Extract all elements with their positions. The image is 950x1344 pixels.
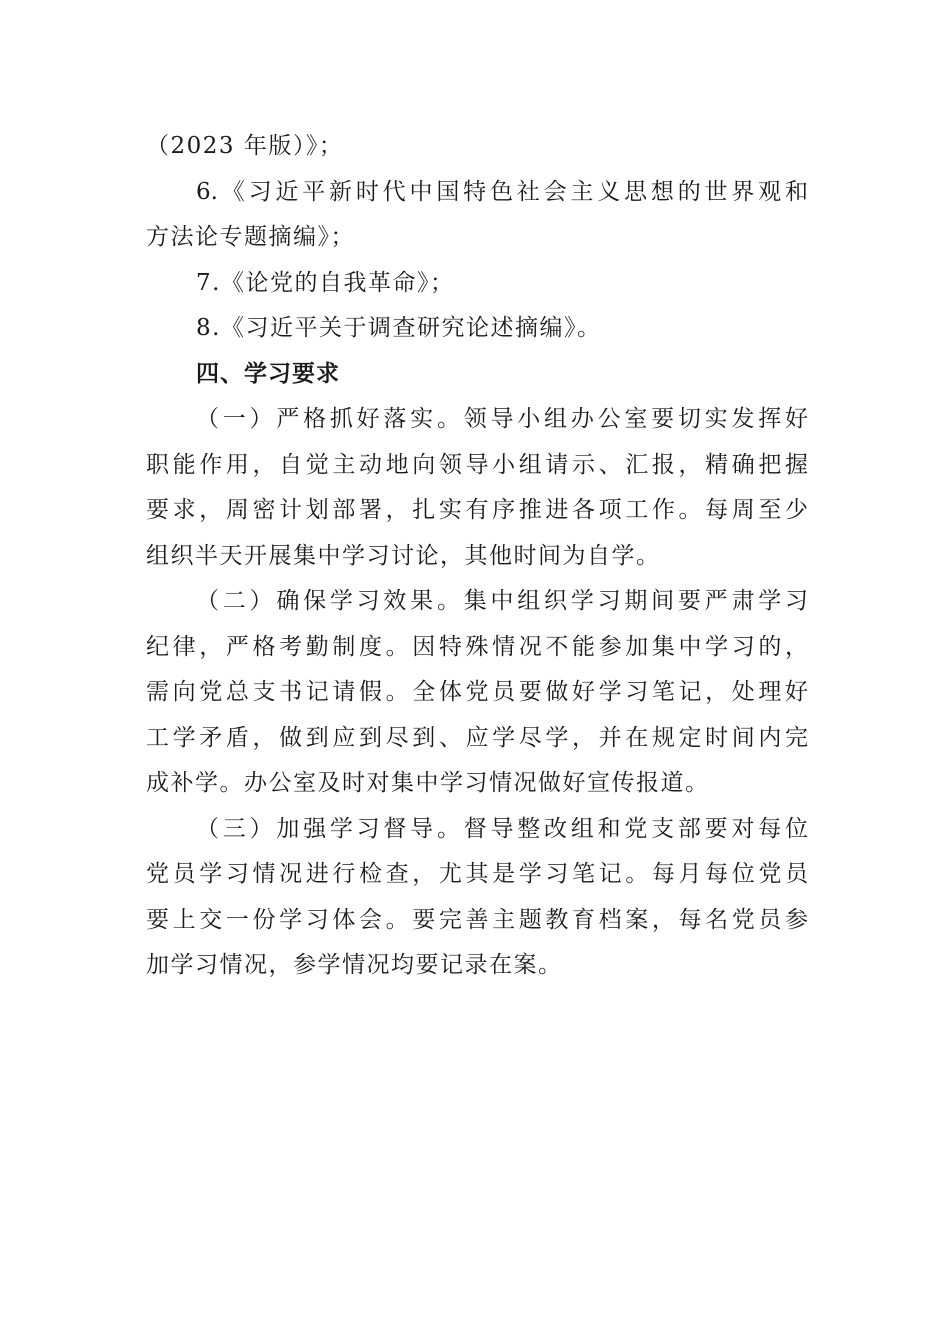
section-heading-study-requirements: 四、学习要求 [196, 360, 340, 387]
paragraph-line: 党员学习情况进行检查，尤其是学习笔记。每月每位党员 [146, 861, 808, 887]
reading-list-item-continuation: （2023 年版）》； [146, 133, 344, 159]
reading-list-item-8: 8.《习近平关于调查研究论述摘编》。 [196, 315, 602, 341]
paragraph-line: 职能作用，自觉主动地向领导小组请示、汇报，精确把握 [146, 451, 808, 478]
reading-list-item-6-continuation: 方法论专题摘编》； [146, 224, 355, 250]
paragraph-2 [146, 579, 808, 807]
paragraph-line: 加学习情况，参学情况均要记录在案。 [146, 952, 563, 978]
paragraph-line: 要求，周密计划部署，扎实有序推进各项工作。每周至少 [146, 497, 808, 523]
paragraph-line: （一）严格抓好落实。领导小组办公室要切实发挥好 [196, 406, 808, 432]
reading-list-item-6: 6.《习近平新时代中国特色社会主义思想的世界观和 [196, 178, 808, 205]
paragraph-line: 纪律，严格考勤制度。因特殊情况不能参加集中学习的， [146, 633, 808, 660]
paragraph-line: 需向党总支书记请假。全体党员要做好学习笔记，处理好 [146, 679, 808, 705]
paragraph-1 [146, 397, 808, 579]
paragraph-line: （二）确保学习效果。集中组织学习期间要严肃学习 [196, 588, 808, 614]
paragraph-line: 要上交一份学习体会。要完善主题教育档案，每名党员参 [146, 906, 808, 933]
reading-list-item-7: 7.《论党的自我革命》； [196, 269, 455, 296]
paragraph-line: 成补学。办公室及时对集中学习情况做好宣传报道。 [146, 770, 710, 796]
paragraph-line: （三）加强学习督导。督导整改组和党支部要对每位 [196, 815, 808, 842]
paragraph-line: 组织半天开展集中学习讨论，其他时间为自学。 [146, 542, 661, 569]
document-body [146, 124, 808, 989]
paragraph-line: 工学矛盾，做到应到尽到、应学尽学，并在规定时间内完 [146, 724, 808, 751]
paragraph-3 [146, 807, 808, 989]
